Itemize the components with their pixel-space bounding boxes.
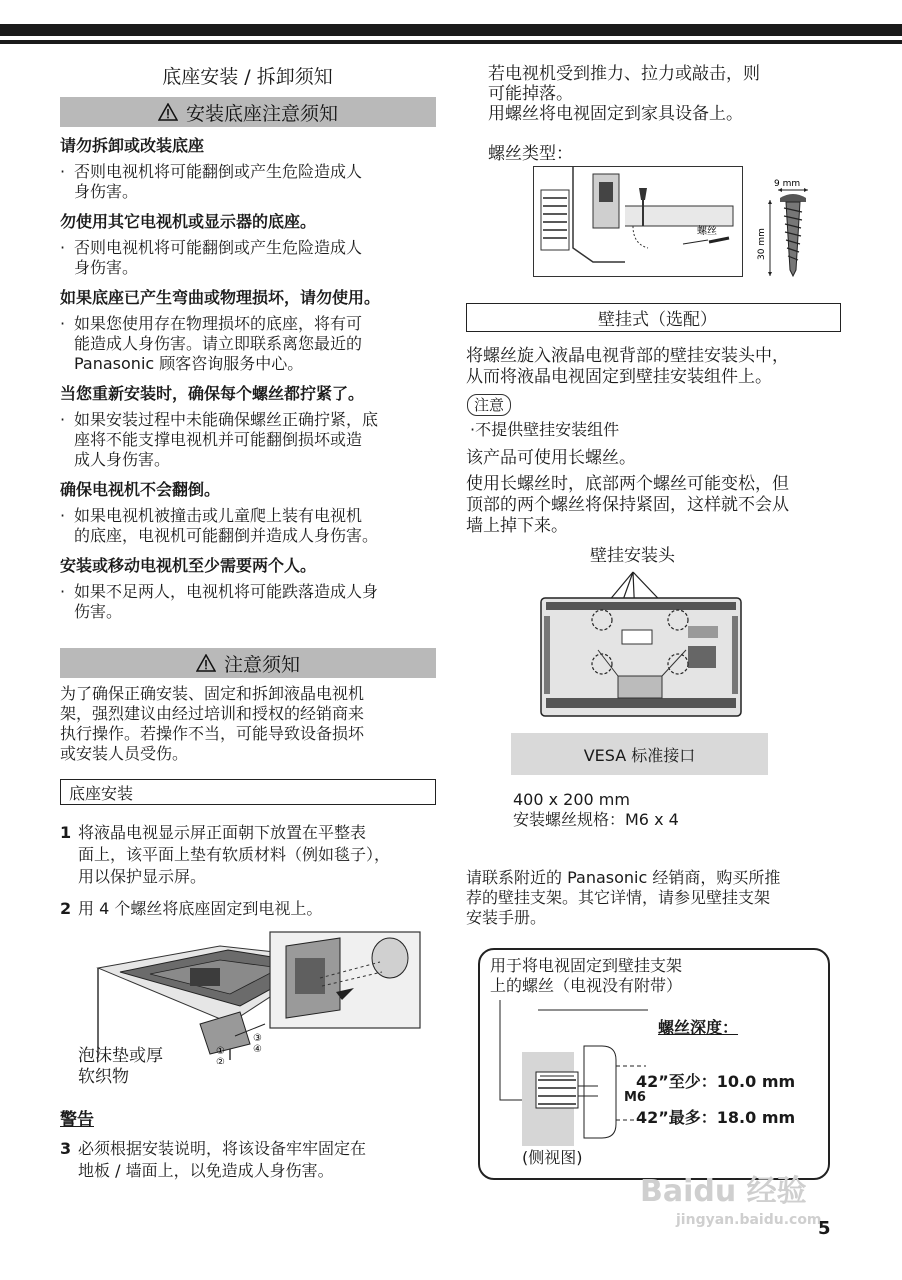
body-line: 如果您使用存在物理损坏的底座，将有可 [74, 314, 363, 333]
warning-triangle-icon [196, 654, 216, 672]
body-line: 用 4 个螺丝将底座固定到电视上。 [78, 899, 323, 918]
caution-item-heading: 确保电视机不会翻倒。 [60, 480, 221, 499]
fig-number: ② [216, 1057, 225, 1064]
warning-heading: 警告 [60, 1110, 94, 1130]
note-bullet-text: 不提供壁挂安装组件 [475, 420, 620, 439]
body-line: 身伤害。 [74, 258, 139, 277]
body-line: 泡沫垫或厚 [78, 1046, 163, 1066]
note-tag [467, 394, 511, 416]
wall-mount-box [466, 303, 841, 332]
vesa-band [511, 733, 768, 775]
body-line: 如果不足两人，电视机将可能跌落造成人身 [74, 582, 379, 601]
body-line: 从而将液晶电视固定到壁挂安装组件上。 [466, 367, 772, 387]
step-2 [60, 898, 440, 920]
step-number: 1 [60, 823, 72, 842]
caution-item-heading: 勿使用其它电视机或显示器的底座。 [60, 212, 317, 231]
notice-text [60, 684, 440, 764]
wall-mount-text [466, 346, 846, 388]
body-line: 能造成人身伤害。请立即联系离您最近的 [74, 334, 363, 353]
screw-label: 螺丝 [697, 226, 717, 237]
wall-mount-label: 壁挂式（选配） [598, 310, 717, 330]
body-line: 身伤害。 [74, 182, 139, 201]
body-line: 执行操作。若操作不当，可能导致设备损坏 [60, 724, 365, 743]
body-line: 将螺丝旋入液晶电视背部的壁挂安装头中， [466, 346, 789, 366]
dealer-text [466, 868, 846, 928]
body-line: 用于将电视固定到壁挂支架 [490, 956, 683, 975]
step-3 [60, 1138, 440, 1182]
long-screw-detail [466, 474, 846, 537]
caution-band [60, 97, 436, 127]
body-line: 可能掉落。 [488, 84, 573, 104]
body-line: 将液晶电视显示屏正面朝下放置在平整表 [78, 823, 367, 842]
caution-item [60, 288, 440, 374]
body-line: 若电视机受到推力、拉力或敲击，则 [488, 64, 760, 84]
header-rule-thin [0, 40, 902, 44]
vesa-screw-spec: 安装螺丝规格：M6 x 4 [513, 810, 679, 829]
caution-item-body: · 否则电视机将可能翻倒或产生危险造成人 身伤害。 [60, 238, 363, 277]
screw-depth-caption [490, 956, 750, 996]
body-line: 用螺丝将电视固定到家具设备上。 [488, 104, 743, 124]
caution-item [60, 136, 440, 202]
foam-label [78, 1046, 198, 1088]
caution-item-heading: 当您重新安装时，确保每个螺丝都拧紧了。 [60, 384, 365, 403]
m6-label: M6 [624, 1090, 646, 1105]
body-line: 架，强烈建议由经过培训和授权的经销商来 [60, 704, 365, 723]
caution-item [60, 384, 440, 470]
page-number: 5 [818, 1218, 831, 1239]
side-view-label: (侧视图) [522, 1148, 583, 1167]
stand-install-illustration [90, 928, 426, 1064]
body-line: 成人身伤害。 [74, 450, 171, 469]
caution-band-label: 安装底座注意须知 [185, 102, 338, 125]
body-line: 伤害。 [74, 602, 123, 621]
body-line: Panasonic 顾客咨询服务中心。 [74, 354, 304, 373]
fig-number: ① [216, 1046, 225, 1057]
step-number: 2 [60, 899, 72, 918]
caution-item [60, 480, 440, 546]
body-line: 安装手册。 [466, 908, 547, 927]
body-line: 为了确保正确安装、固定和拆卸液晶电视机 [60, 684, 365, 703]
step-1 [60, 822, 440, 888]
caution-item-heading: 如果底座已产生弯曲或物理损坏，请勿使用。 [60, 288, 381, 307]
caution-item-body: · 如果不足两人，电视机将可能跌落造成人身 伤害。 [60, 582, 379, 621]
tip-over-text [488, 64, 848, 124]
caution-list [60, 136, 440, 622]
body-line: 顶部的两个螺丝将保持紧固，这样就不会从 [466, 495, 789, 515]
screw-dimension-illustration [752, 176, 816, 282]
header-rule-thick [0, 24, 902, 36]
fig-number: ④ [253, 1044, 262, 1055]
body-line: 座将不能支撑电视机并可能翻倒损坏或造 [74, 430, 363, 449]
furniture-screw-illustration [533, 166, 743, 278]
screw-type-label: 螺丝类型： [488, 144, 573, 164]
screw-width-label: 9 mm [774, 179, 801, 189]
body-line: 否则电视机将可能翻倒或产生危险造成人 [74, 238, 363, 257]
body-line: 否则电视机将可能翻倒或产生危险造成人 [74, 162, 363, 181]
mount-head-label: 壁挂安装头 [590, 546, 675, 566]
body-line: 地板 / 墙面上，以免造成人身伤害。 [78, 1161, 334, 1180]
caution-item-body: · 如果您使用存在物理损坏的底座，将有可 能造成人身伤害。请立即联系离您最近的 Panasonic 顾客咨询服务中心。 [60, 314, 363, 373]
note-label: 注意 [467, 394, 511, 416]
vesa-size: 400 x 200 mm [513, 790, 630, 809]
body-line: 使用长螺丝时，底部两个螺丝可能变松，但 [466, 474, 789, 494]
caution-item [60, 556, 440, 622]
fig-number: ③ [253, 1033, 262, 1044]
body-line: 或安装人员受伤。 [60, 744, 189, 763]
vesa-label: VESA 标准接口 [583, 745, 696, 765]
stand-install-box [60, 779, 436, 805]
caution-item-body: · 如果电视机被撞击或儿童爬上装有电视机 的底座，电视机可能翻倒并造成人身伤害。 [60, 506, 379, 545]
long-screw-text: 该产品可使用长螺丝。 [466, 448, 636, 468]
tv-back-illustration [538, 566, 744, 722]
depth-max: 42”最多：18.0 mm [636, 1108, 796, 1127]
stand-install-label: 底座安装 [69, 783, 134, 803]
caution-item-body: · 如果安装过程中未能确保螺丝正确拧紧，底 座将不能支撑电视机并可能翻倒损坏或造 成人身伤害。 [60, 410, 379, 469]
body-line: 面上，该平面上垫有软质材料（例如毯子）， [78, 845, 391, 864]
watermark-brand: Baidu 经验 [640, 1174, 807, 1209]
body-line: 必须根据安装说明，将该设备牢牢固定在 [78, 1139, 367, 1158]
body-line: 的底座，电视机可能翻倒并造成人身伤害。 [74, 526, 379, 545]
body-line: 软织物 [78, 1067, 129, 1087]
body-line: 上的螺丝（电视没有附带） [490, 976, 683, 995]
body-line: 用以保护显示屏。 [78, 867, 207, 886]
notice-band [60, 648, 436, 678]
body-line: 墙上掉下来。 [466, 516, 568, 536]
notice-band-label: 注意须知 [223, 653, 300, 676]
screw-length-label: 30 mm [757, 228, 767, 260]
note-bullet: ·不提供壁挂安装组件 [470, 420, 620, 439]
caution-item-heading: 请勿拆卸或改装底座 [60, 136, 205, 155]
depth-min: 42”至少：10.0 mm [636, 1072, 796, 1091]
page-title: 底座安装 / 拆卸须知 [162, 66, 333, 88]
body-line: 请联系附近的 Panasonic 经销商，购买所推 [466, 868, 781, 887]
screw-depth-side-view [498, 996, 648, 1146]
body-line: 如果安装过程中未能确保螺丝正确拧紧，底 [74, 410, 379, 429]
caution-item [60, 212, 440, 278]
watermark-url: jingyan.baidu.com [676, 1212, 822, 1228]
warning-triangle-icon [158, 103, 178, 121]
screw-depth-heading: 螺丝深度： [658, 1018, 739, 1037]
step-number: 3 [60, 1139, 72, 1158]
caution-item-body: · 否则电视机将可能翻倒或产生危险造成人 身伤害。 [60, 162, 363, 201]
caution-item-heading: 安装或移动电视机至少需要两个人。 [60, 556, 317, 575]
body-line: 荐的壁挂支架。其它详情，请参见壁挂支架 [466, 888, 771, 907]
body-line: 如果电视机被撞击或儿童爬上装有电视机 [74, 506, 363, 525]
